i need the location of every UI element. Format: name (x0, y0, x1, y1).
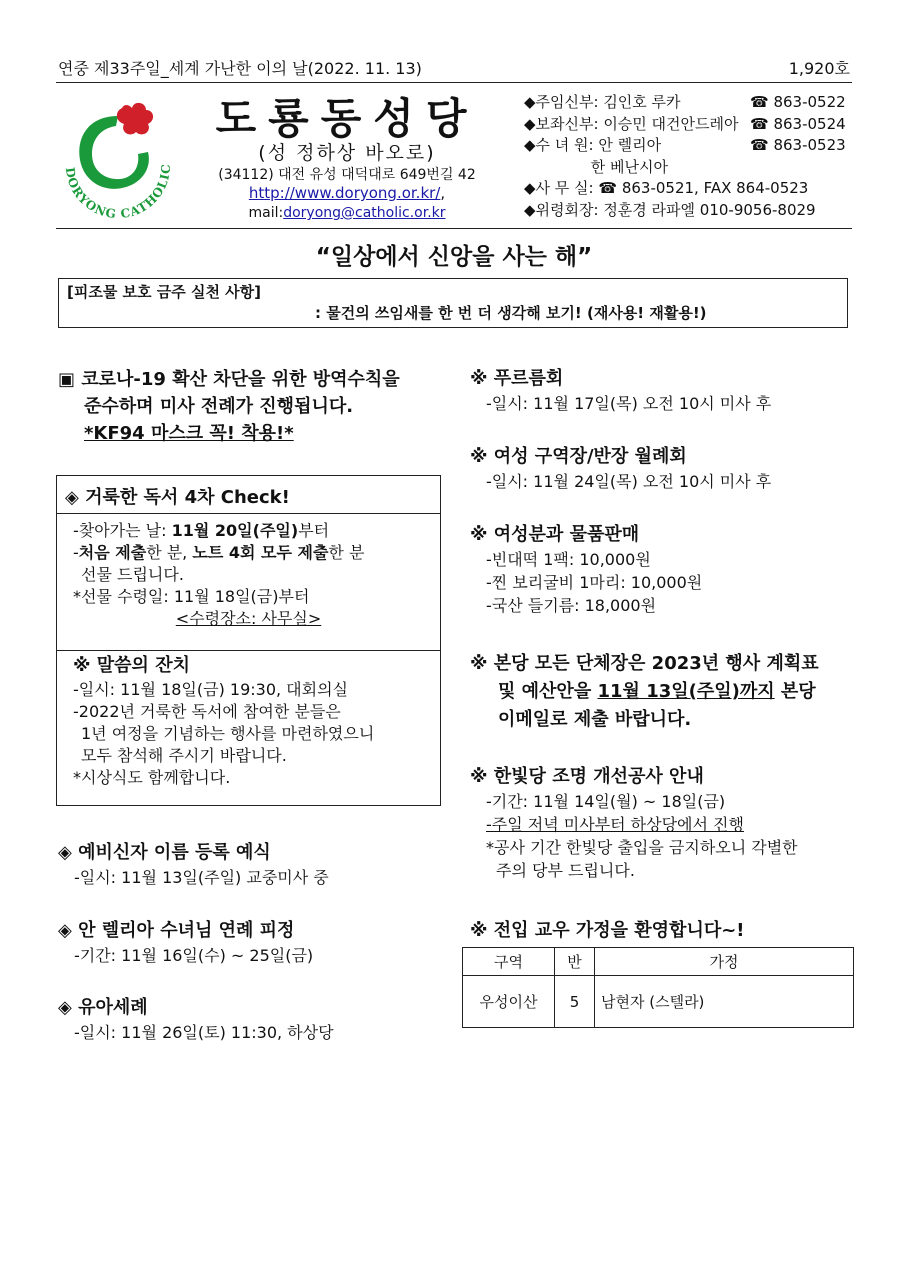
contact-label: 한 베난시아 (524, 157, 668, 176)
issue-date: 연중 제33주일_세계 가난한 이의 날(2022. 11. 13) (58, 59, 422, 78)
reading-dash: - (73, 543, 79, 562)
svg-text:DORYONG CATHOLIC (63, 163, 173, 221)
infant-title: ◈ 유아세례 (58, 997, 148, 1018)
contact-phone: ☎ 863-0522 (750, 93, 846, 111)
issue-line (58, 56, 850, 82)
feast-title: ※ 말씀의 잔치 (73, 655, 190, 676)
plan-notice (470, 650, 855, 734)
contact-row (524, 92, 854, 114)
womens-meeting-date: -일시: 11월 24일(목) 오전 10시 미사 후 (486, 472, 772, 491)
issue-number: 1,920호 (788, 59, 850, 78)
reading-details (57, 514, 440, 651)
reading-title: ◈ 거룩한 독서 4차 Check! (57, 476, 440, 514)
email-link[interactable]: doryong@catholic.or.kr (283, 205, 446, 221)
sale-item: -찐 보리굴비 1마리: 10,000원 (486, 573, 703, 592)
patron-saint: (성 정하상 바오로) (258, 142, 436, 164)
welcome-section (470, 918, 855, 944)
covid-line1: ▣ 코로나-19 확산 차단을 위한 방역수칙을 (58, 369, 400, 390)
header-rule-bottom (56, 228, 852, 229)
yearly-slogan: “일상에서 신앙을 사는 해” (315, 244, 593, 270)
reading-text: 한 분 (328, 543, 365, 562)
plan-text: 본당 (774, 681, 816, 702)
contact-label: ◆주임신부: 김인호 루카 (524, 93, 681, 111)
reading-date: 11월 20일(주일) (171, 521, 299, 540)
catechumen-section (58, 840, 448, 889)
reading-gift: 선물 드립니다. (81, 565, 184, 584)
website-suffix: , (440, 184, 446, 202)
covid-mask: *KF94 마스크 꼭! 착용!* (84, 423, 294, 444)
table-header-row (463, 948, 854, 976)
email-prefix: mail: (248, 205, 284, 221)
creation-care-notice (58, 278, 848, 328)
plan-deadline: 11월 13일(주일)까지 (597, 681, 775, 702)
reading-box (56, 475, 441, 806)
feast-line: 모두 참석해 주시기 바랍니다. (81, 746, 287, 765)
feast-section (57, 651, 440, 789)
pureum-section (470, 366, 855, 415)
lighting-note: 주의 당부 드립니다. (496, 861, 635, 880)
reading-first: 처음 제출 (78, 543, 147, 562)
church-name: 도룡동성당 (215, 94, 479, 143)
table-row (463, 976, 854, 1028)
retreat-date: -기간: 11월 16일(수) ~ 25일(금) (74, 946, 314, 965)
contact-row (524, 114, 854, 136)
welcome-table (462, 947, 854, 1028)
column-header-district: 구역 (463, 948, 555, 976)
womens-meeting-section (470, 444, 855, 493)
website (192, 184, 502, 202)
feast-line: -2022년 거룩한 독서에 참여한 분들은 (73, 702, 341, 721)
contact-row (524, 178, 854, 200)
lighting-title: ※ 한빛당 조명 개선공사 안내 (470, 766, 704, 787)
contact-row (524, 200, 854, 222)
sale-item: -국산 들기름: 18,000원 (486, 596, 657, 615)
plan-line3: 이메일로 제출 바랍니다. (498, 709, 692, 730)
reading-date-suffix: 부터 (298, 521, 330, 540)
header-rule-top (56, 82, 852, 83)
reading-date-label: -찾아가는 날: (73, 521, 172, 540)
catechumen-title: ◈ 예비신자 이름 등록 예식 (58, 842, 271, 863)
column-header-family: 가정 (595, 948, 854, 976)
plan-line1: ※ 본당 모든 단체장은 2023년 행사 계획표 (470, 653, 819, 674)
covid-notice (58, 366, 448, 447)
infant-date: -일시: 11월 26일(토) 11:30, 하상당 (74, 1023, 334, 1042)
sale-item: -빈대떡 1팩: 10,000원 (486, 550, 651, 569)
column-header-group: 반 (555, 948, 595, 976)
lighting-note: *공사 기간 한빛당 출입을 금지하오니 각별한 (486, 838, 798, 857)
cell-group: 5 (555, 976, 595, 1028)
address: (34112) 대전 유성 대덕대로 649번길 42 (218, 167, 476, 183)
contact-label: ◆보좌신부: 이승민 대건안드레아 (524, 114, 739, 133)
reading-text: 한 분, (146, 543, 193, 562)
retreat-section (58, 918, 448, 967)
contact-label: ◆위령회장: 정훈경 라파엘 010-9056-8029 (524, 200, 816, 219)
notice-text: : 물건의 쓰임새를 한 번 더 생각해 보기! (재사용! 재활용!) (315, 304, 707, 322)
email (192, 205, 502, 221)
website-link[interactable]: http://www.doryong.or.kr/ (248, 184, 441, 202)
pureum-date: -일시: 11월 17일(목) 오전 10시 미사 후 (486, 394, 772, 413)
infant-baptism-section (58, 995, 448, 1044)
notice-title: [피조물 보호 금주 실천 사항] (67, 283, 261, 301)
feast-line: -일시: 11월 18일(금) 19:30, 대회의실 (73, 680, 349, 699)
catechumen-date: -일시: 11월 13일(주일) 교중미사 중 (74, 868, 329, 887)
contact-label: ◆수 녀 원: 안 렐리아 (524, 136, 662, 154)
contact-label: ◆사 무 실: ☎ 863-0521, FAX 864-0523 (524, 179, 809, 197)
cell-district: 우성이산 (463, 976, 555, 1028)
logo-text: DORYONG CATHOLIC (62, 162, 174, 222)
plan-text: 및 예산안을 (498, 681, 598, 702)
sale-title: ※ 여성분과 물품판매 (470, 524, 640, 545)
contact-list (524, 92, 854, 221)
retreat-title: ◈ 안 렐리아 수녀님 연례 피정 (58, 920, 295, 941)
lighting-venue: -주일 저녁 미사부터 하상당에서 진행 (486, 815, 744, 834)
lighting-period: -기간: 11월 14일(월) ~ 18일(금) (486, 792, 726, 811)
reading-gift-place: <수령장소: 사무실> (175, 609, 322, 628)
reading-all: 노트 4회 모두 제출 (192, 543, 329, 562)
feast-line: 1년 여정을 기념하는 행사를 마련하였으니 (81, 724, 375, 743)
pureum-title: ※ 푸르름회 (470, 368, 564, 389)
feast-line: *시상식도 함께합니다. (73, 768, 231, 787)
contact-row (524, 135, 854, 157)
church-logo (58, 96, 178, 222)
womens-meeting-title: ※ 여성 구역장/반장 월례회 (470, 446, 687, 467)
contact-row (524, 157, 854, 179)
contact-phone: ☎ 863-0524 (750, 114, 846, 133)
welcome-title: ※ 전입 교우 가정을 환영합니다~! (470, 920, 745, 941)
lighting-section (470, 764, 855, 882)
covid-line2: 준수하며 미사 전례가 진행됩니다. (84, 396, 354, 417)
contact-phone: ☎ 863-0523 (750, 136, 846, 154)
cell-family: 남현자 (스텔라) (595, 976, 854, 1028)
reading-gift-date: *선물 수령일: 11월 18일(금)부터 (73, 587, 310, 606)
sale-section (470, 522, 855, 617)
